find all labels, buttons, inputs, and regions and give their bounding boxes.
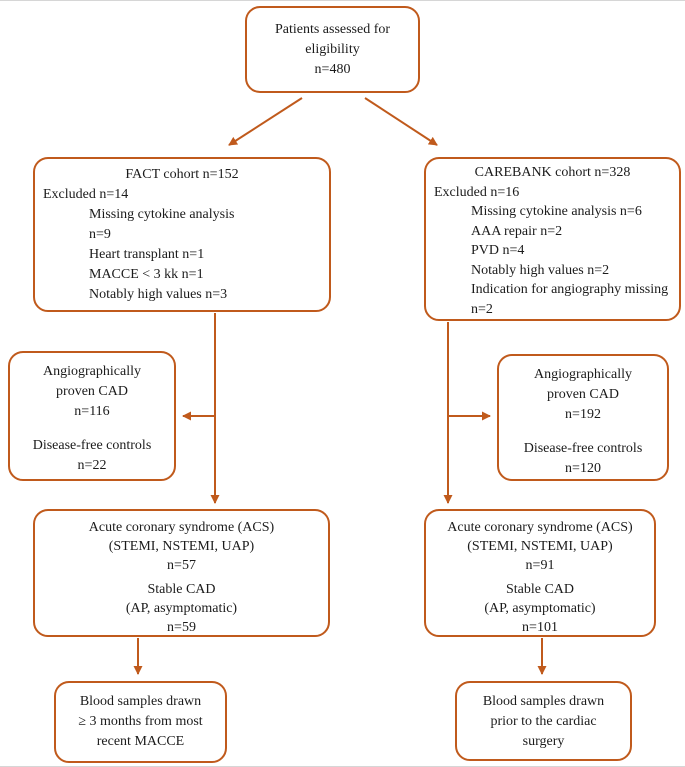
- fact-exclusion-reason: MACCE < 3 kk n=1: [89, 267, 204, 282]
- fact-cohort-title: FACT cohort n=152: [125, 167, 239, 182]
- spacer: [499, 425, 667, 439]
- carebank-exclusion-reason: Indication for angiography missing: [471, 282, 669, 297]
- fact-acs-line: Acute coronary syndrome (ACS): [88, 520, 275, 535]
- fact-exclusion-reason: n=9: [89, 227, 111, 242]
- carebank-cad-box: [497, 354, 669, 481]
- carebank-blood-line: prior to the cardiac: [490, 714, 597, 729]
- carebank-exclusion-reason: n=2: [471, 301, 493, 317]
- carebank-exclusion-reason: Notably high values n=2: [471, 262, 610, 278]
- carebank-exclusion-reason: PVD n=4: [471, 243, 525, 258]
- carebank-acs-line: (STEMI, NSTEMI, UAP): [467, 539, 613, 554]
- carebank-excluded-label: Excluded n=16: [434, 184, 520, 200]
- carebank-cohort-box: [424, 157, 681, 321]
- fact-cohort-box: [33, 157, 331, 312]
- eligibility-count: n=480: [314, 62, 351, 77]
- fact-blood-samples-box: [54, 681, 227, 763]
- carebank-cohort-title: CAREBANK cohort n=328: [474, 165, 631, 180]
- fact-blood-line: recent MACCE: [96, 734, 185, 749]
- arrow-eligibility-to-carebank: [365, 98, 437, 145]
- fact-controls-line: Disease-free controls: [32, 438, 152, 453]
- eligibility-box: [245, 6, 420, 93]
- fact-cad-line: Angiographically: [43, 364, 141, 379]
- fact-stable-cad-line: Stable CAD: [147, 582, 216, 597]
- carebank-stable-cad-line: Stable CAD: [505, 582, 575, 597]
- spacer: [10, 422, 174, 436]
- fact-cad-count: n=116: [74, 404, 110, 419]
- fact-stable-cad-line: (AP, asymptomatic): [125, 601, 238, 616]
- arrow-eligibility-to-fact: [229, 98, 302, 145]
- carebank-cad-count: n=192: [565, 407, 601, 422]
- fact-exclusion-reason: Notably high values n=3: [89, 287, 228, 302]
- fact-acs-box: [33, 509, 330, 637]
- carebank-exclusion-reason: AAA repair n=2: [471, 223, 563, 239]
- carebank-blood-samples-box: [455, 681, 632, 761]
- fact-cad-line: proven CAD: [56, 384, 128, 399]
- carebank-acs-count: n=91: [525, 558, 555, 573]
- carebank-cad-line: Angiographically: [534, 367, 632, 382]
- fact-exclusion-reason: Missing cytokine analysis: [89, 207, 235, 222]
- fact-exclusion-reason: Heart transplant n=1: [89, 247, 205, 262]
- fact-blood-line: ≥ 3 months from most: [78, 714, 203, 729]
- eligibility-line-1: Patients assessed for: [274, 22, 391, 37]
- fact-acs-count: n=57: [167, 558, 196, 573]
- carebank-stable-cad-count: n=101: [522, 620, 558, 635]
- fact-blood-line: Blood samples drawn: [79, 694, 202, 709]
- fact-controls-count: n=22: [77, 458, 107, 473]
- eligibility-line-2: eligibility: [305, 42, 360, 57]
- carebank-controls-count: n=120: [565, 461, 601, 476]
- carebank-cad-line: proven CAD: [547, 387, 619, 402]
- fact-acs-line: (STEMI, NSTEMI, UAP): [108, 539, 255, 554]
- carebank-acs-box: [424, 509, 656, 637]
- fact-excluded-label: Excluded n=14: [43, 187, 129, 202]
- carebank-blood-line: Blood samples drawn: [482, 694, 605, 709]
- carebank-stable-cad-line: (AP, asymptomatic): [484, 601, 596, 616]
- carebank-controls-line: Disease-free controls: [523, 441, 643, 456]
- carebank-acs-line: Acute coronary syndrome (ACS): [447, 520, 633, 535]
- carebank-blood-line: surgery: [522, 734, 565, 749]
- fact-stable-cad-count: n=59: [167, 620, 196, 635]
- carebank-exclusion-reason: Missing cytokine analysis n=6: [471, 204, 642, 219]
- fact-cad-box: [8, 351, 176, 481]
